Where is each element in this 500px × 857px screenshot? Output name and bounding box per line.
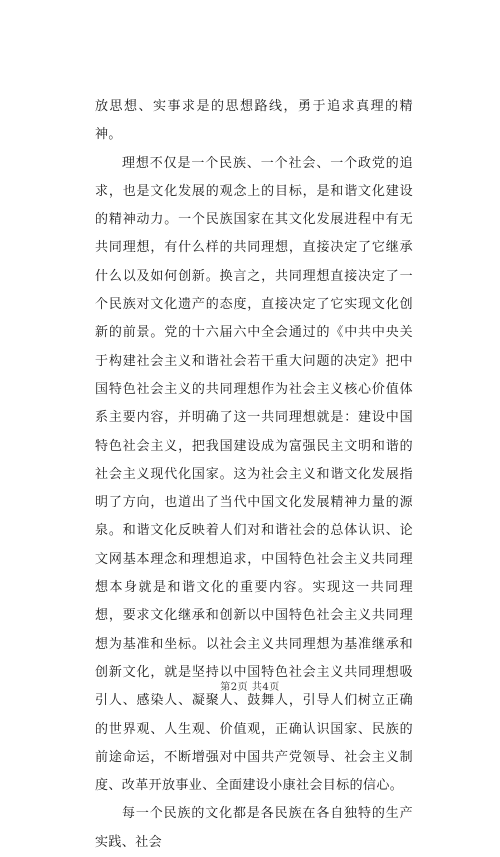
document-body: [95, 93, 413, 857]
paragraph-ideals: 理想不仅是一个民族、一个社会、一个政党的追求，也是文化发展的观念上的目标，是和谐文化建设的精神动力。一个民族国家在其文化发展进程中有无共同理想，有什么样的共同理想，直接决定了它继承什么以及如何创新。换言之，共同理想直接决定了一个民族对文化遗产的态度，直接决定了它实现文化创新的前景。党的十六届六中全会通过的《中共中央关于构建社会主义和谐社会若干重大问题的决定》把中国特色社会主义的共同理想作为社会主义核心价值体系主要内容，并明确了这一共同理想就是：建设中国特色社会主义，把我国建设成为富强民主文明和谐的社会主义现代化国家。这为社会主义和谐文化发展指明了方向，也道出了当代中国文化发展精神力量的源泉。和谐文化反映着人们对和谐社会的总体认识、论文网基本理念和理想追求，中国特色社会主义共同理想本身就是和谐文化的重要内容。实现这一共同理想，要求文化继承和创新以中国特色社会主义共同理想为基准和坐标。以社会主义共同理想为基准继承和创新文化，就是坚持以中国特色社会主义共同理想吸引人、感染人、凝聚人、鼓舞人，引导人们树立正确的世界观、人生观、价值观，正确认识国家、民族的前途命运，不断增强对中国共产党领导、社会主义制度、改革开放事业、全面建设小康社会目标的信心。: [95, 155, 413, 794]
paragraph-national-culture: 每一个民族的文化都是各民族在各自独特的生产实践、社会: [95, 806, 413, 850]
page-number-footer: 第2页 共4页: [220, 682, 280, 693]
paragraph-continuation: 放思想、实事求是的思想路线，勇于追求真理的精神。: [95, 99, 413, 143]
